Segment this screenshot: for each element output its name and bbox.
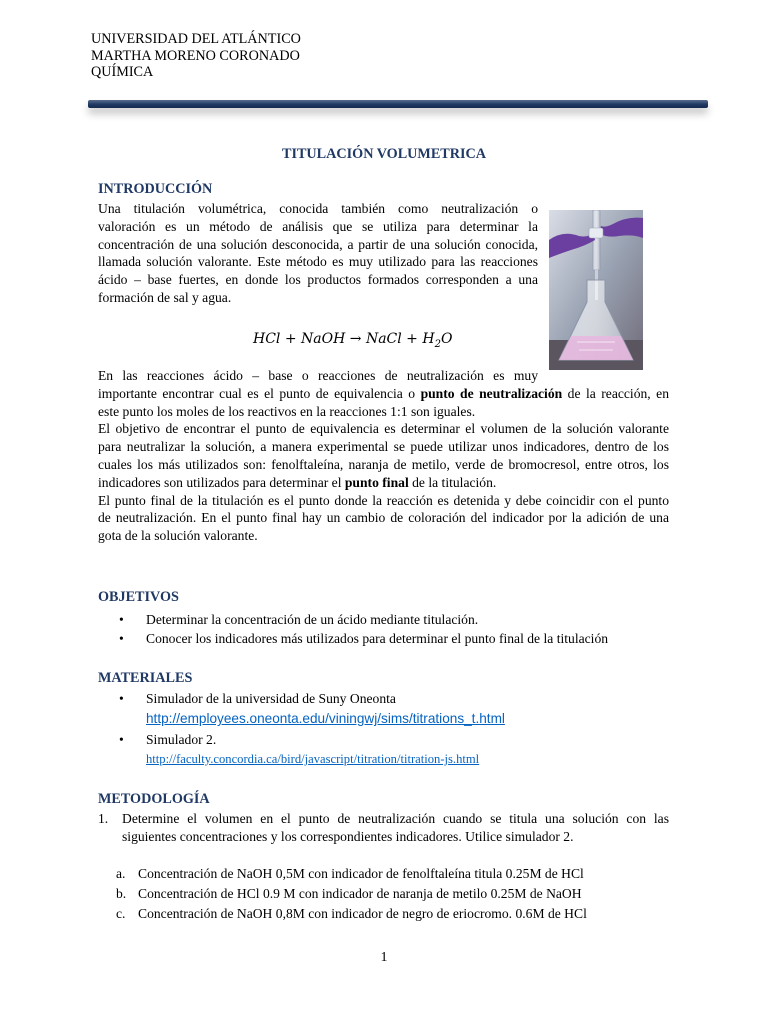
intro-p3-line: El objetivo de encontrar el punto de equivalencia es determinar el volumen de la solución valorante	[98, 421, 669, 437]
step-number: 1.	[98, 811, 109, 826]
intro-paragraph-3	[98, 420, 669, 491]
sub-marker: c.	[116, 906, 126, 921]
intro-p3-text: de la titulación.	[408, 474, 497, 490]
sub-marker: a.	[116, 866, 126, 881]
objective-text: Conocer los indicadores más utilizados para determinar el punto final de la titulación	[146, 631, 609, 646]
intro-p2-line	[98, 385, 669, 403]
intro-p1-line: valoración es un método de análisis que se utiliza para determinar la	[98, 218, 538, 234]
equation-end: O	[440, 331, 453, 347]
list-item	[119, 629, 608, 648]
objective-text: Determinar la concentración de un ácido mediante titulación.	[146, 612, 479, 627]
intro-p2-text: de la reacción, en	[562, 385, 669, 401]
intro-p3-line: cuales los más utilizados son: fenolftaleína, naranja de metilo, verde de bromocresol, entre otros, los	[98, 456, 669, 472]
methodology-step-1	[122, 810, 669, 846]
simulator-1-link[interactable]: http://employees.oneonta.edu/viningwj/sims/titrations_t.html	[146, 711, 505, 726]
header-divider	[88, 100, 708, 108]
objectives-list	[119, 610, 608, 648]
intro-p4-line: gota de la solución valorante.	[98, 528, 258, 544]
bullet-icon: •	[119, 691, 124, 706]
intro-p1-line: concentración de una solución desconocida, a partir de una solución conocida,	[98, 236, 538, 252]
intro-paragraph-2-rest	[98, 385, 669, 421]
header-subject: QUÍMICA	[91, 64, 154, 80]
intro-p1-line: formación de sal y agua.	[98, 289, 232, 305]
list-item	[119, 689, 505, 708]
intro-p2-text: importante encontrar cual es el punto de equivalencia o	[98, 385, 421, 401]
objectives-heading: OBJETIVOS	[98, 589, 179, 605]
materials-list	[119, 689, 505, 769]
materials-heading: MATERIALES	[98, 670, 193, 686]
intro-p3-line: para neutralizar la solución, a manera experimental se puede utilizar unos indicadores, dentro de los	[98, 439, 669, 455]
material-text: Simulador de la universidad de Suny Oneonta	[146, 691, 396, 706]
intro-heading: INTRODUCCIÓN	[98, 181, 213, 197]
list-item	[119, 610, 608, 629]
list-item	[119, 708, 505, 730]
intro-p4-line: de neutralización. En el punto final hay un cambio de coloración del indicador por la adición de una	[98, 510, 669, 526]
intro-p1-line: Una titulación volumétrica, conocida también como neutralización o	[98, 201, 538, 216]
sub-marker: b.	[116, 886, 127, 901]
material-text: Simulador 2.	[146, 732, 217, 747]
intro-paragraph-1	[98, 200, 538, 307]
equation-text: HCl + NaOH → NaCl + H	[253, 331, 435, 347]
list-item	[116, 864, 587, 884]
list-item	[116, 904, 587, 924]
header-author: MARTHA MORENO CORONADO	[91, 47, 300, 64]
flask-illustration	[549, 210, 643, 370]
page-number: 1	[380, 950, 388, 965]
sub-item-text: Concentración de NaOH 0,8M con indicador de negro de eriocromo. 0.6M de HCl	[138, 906, 587, 921]
sub-item-text: Concentración de NaOH 0,5M con indicador de fenolftaleína titula 0.25M de HCl	[138, 866, 584, 881]
neutralization-point-term: punto de neutralización	[420, 385, 563, 401]
end-point-term: punto final	[344, 474, 409, 490]
intro-p2-line: este punto los moles de los reactivos en la reacciones 1:1 son iguales.	[98, 403, 476, 419]
intro-p2-line: En las reacciones ácido – base o reacciones de neutralización es muy	[98, 368, 538, 383]
neutralization-equation	[253, 331, 452, 350]
intro-paragraph-4	[98, 492, 669, 545]
intro-p4-line: El punto final de la titulación es el punto donde la reacción es detenida y debe coincidir con el punto	[98, 492, 669, 508]
sub-item-text: Concentración de HCl 0.9 M con indicador de naranja de metilo 0.25M de NaOH	[138, 886, 582, 901]
simulator-2-link[interactable]: http://faculty.concordia.ca/bird/javascript/titration/titration-js.html	[146, 752, 480, 766]
list-item	[116, 884, 587, 904]
step-line: Determine el volumen en el punto de neutralización cuando se titula una solución con las	[122, 811, 669, 826]
intro-p1-line: ácido – base fuertes, en donde los productos formados corresponden a una	[98, 272, 538, 288]
intro-p3-line	[98, 474, 669, 492]
intro-paragraph-2-start	[98, 367, 538, 385]
document-title: TITULACIÓN VOLUMETRICA	[281, 146, 487, 162]
step-line: siguientes concentraciones y los correspondientes indicadores. Utilice simulador 2.	[122, 828, 574, 844]
equation-subscript: 2	[434, 338, 441, 350]
intro-p1-line: llamada solución valorante. Este método es muy utilizado para las reacciones	[98, 254, 538, 270]
methodology-sub-list	[116, 864, 587, 924]
list-item	[119, 730, 505, 749]
intro-p3-text: indicadores son utilizados para determinar el	[98, 474, 345, 490]
methodology-heading: METODOLOGÍA	[98, 791, 210, 807]
list-item	[119, 749, 505, 769]
header-university: UNIVERSIDAD DEL ATLÁNTICO	[91, 31, 301, 47]
document-header	[91, 31, 301, 81]
titration-flask-image	[549, 210, 643, 370]
bullet-icon: •	[119, 612, 124, 627]
bullet-icon: •	[119, 732, 124, 747]
bullet-icon: •	[119, 631, 124, 646]
